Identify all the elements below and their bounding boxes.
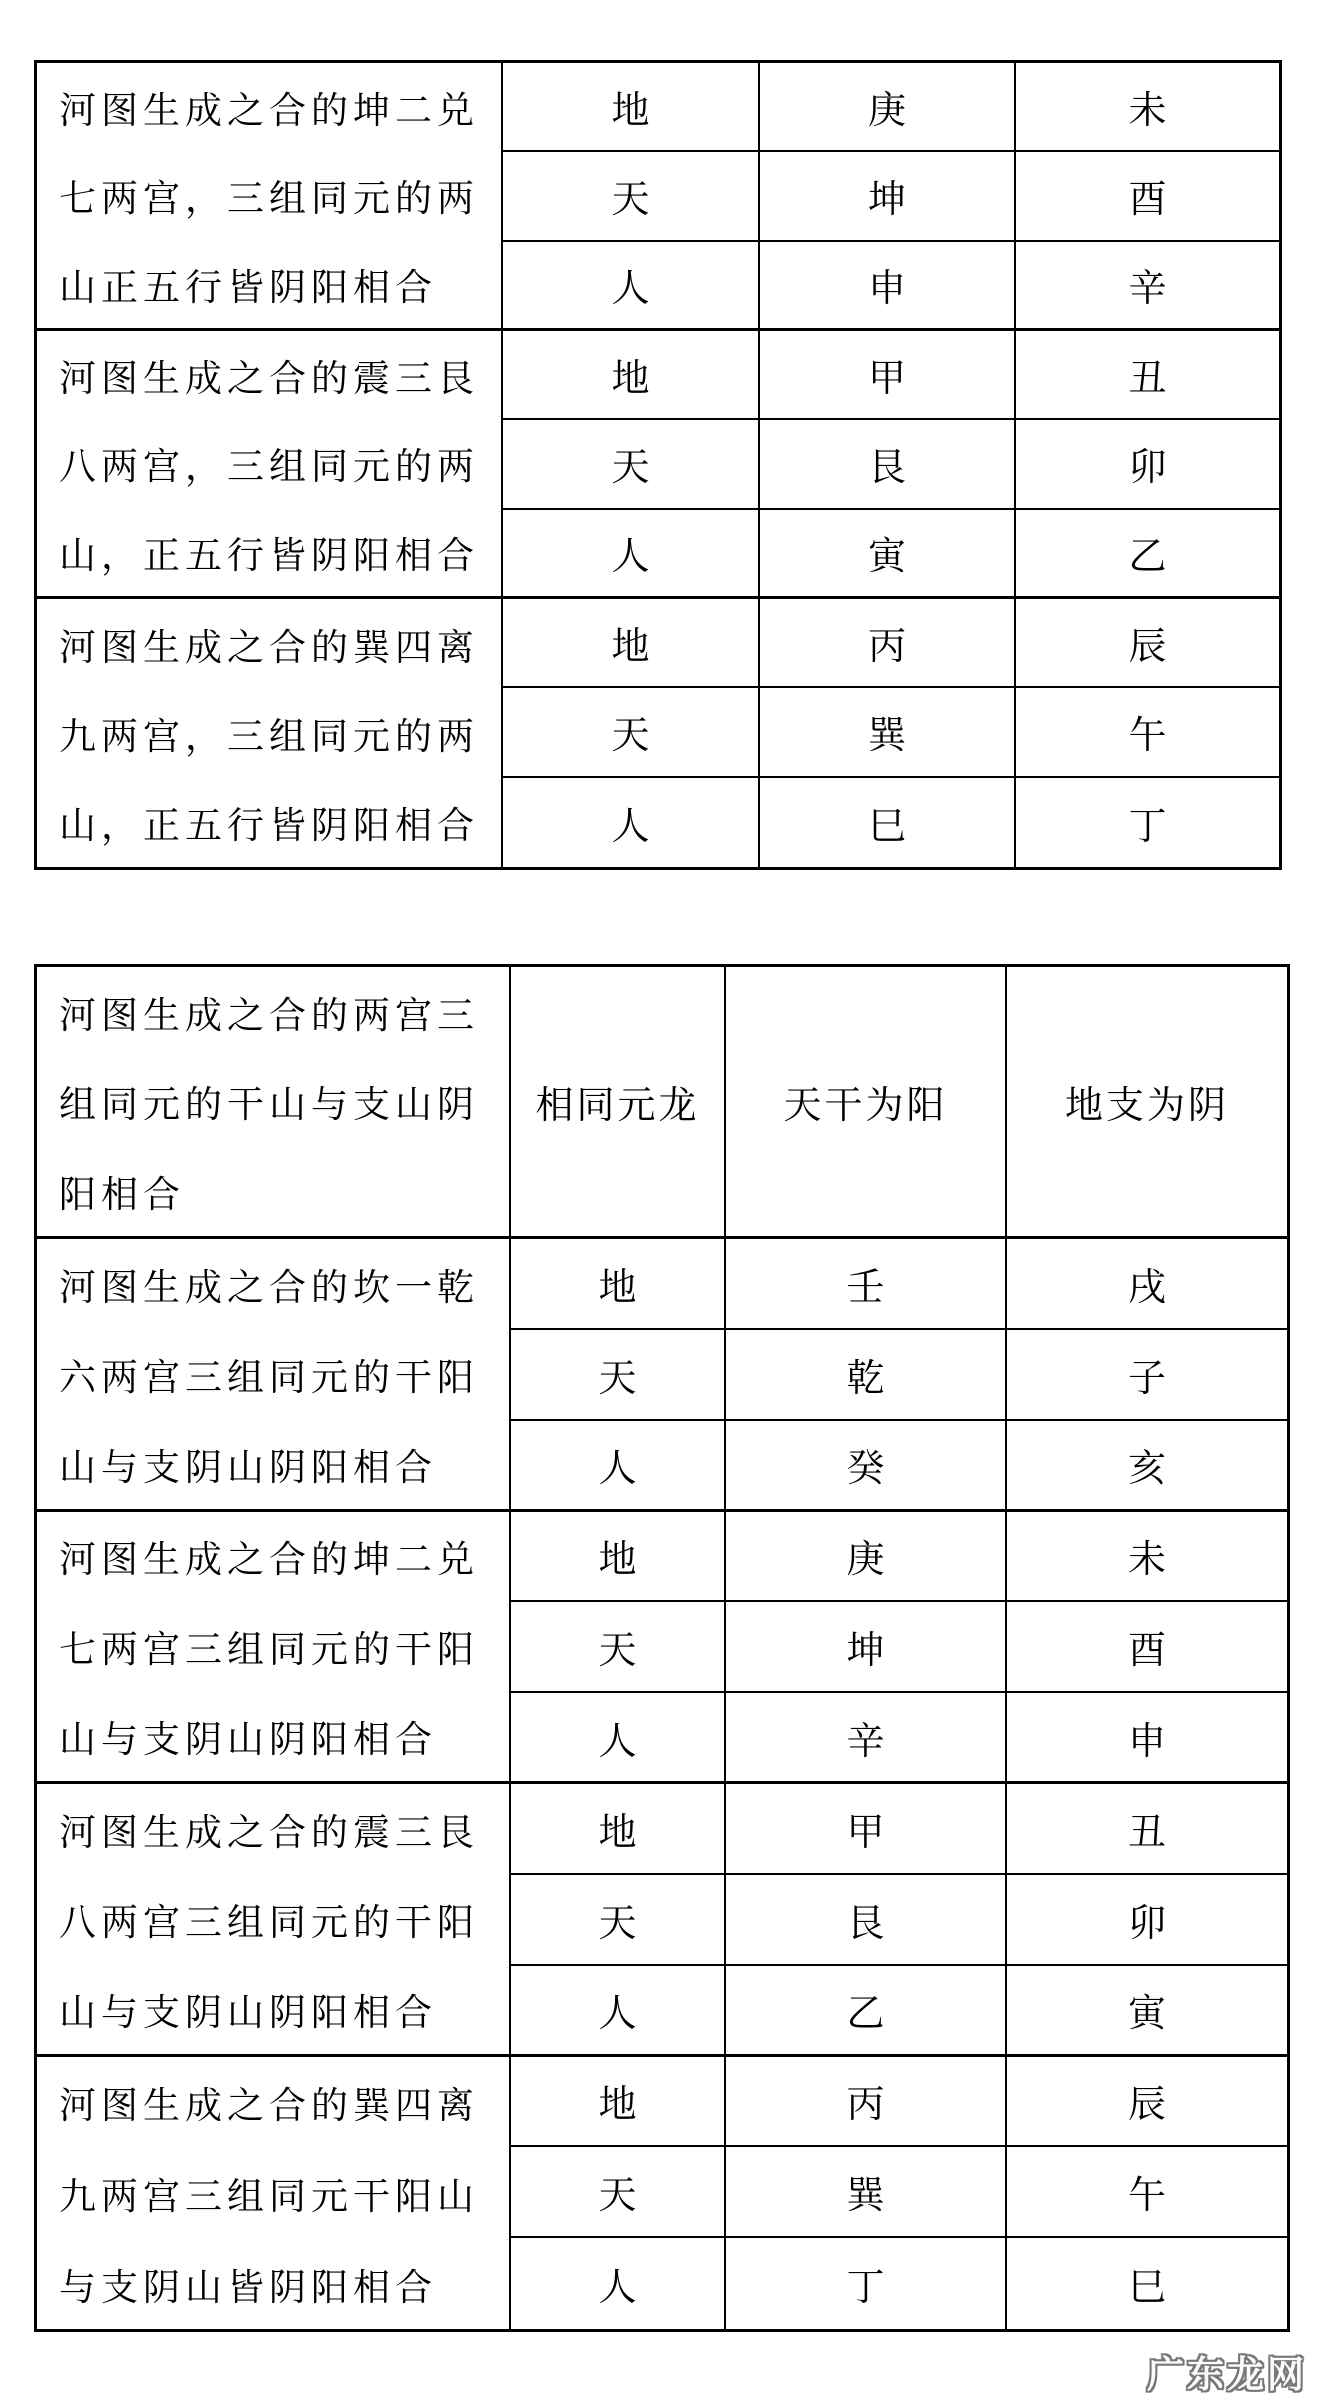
- table-cell: 人: [511, 1693, 726, 1784]
- table-cell: 地: [503, 63, 760, 152]
- table-cell: 乙: [726, 1966, 1007, 2057]
- table-cell: 卯: [1007, 1875, 1287, 1966]
- column-header: 地支为阴: [1007, 967, 1287, 1239]
- table-cell: 天: [511, 1602, 726, 1693]
- table-cell: 巳: [1007, 2238, 1287, 2329]
- table-cell: 人: [511, 2238, 726, 2329]
- table-cell: 天: [511, 1330, 726, 1421]
- table-cell: 坤: [760, 152, 1016, 241]
- table-cell: 天: [503, 420, 760, 509]
- table-cell: 丑: [1007, 1784, 1287, 1875]
- description-line: 八两宫三组同元的干阳: [59, 1902, 479, 1944]
- description-line: 山，正五行皆阴阳相合: [59, 806, 479, 848]
- description-line: 河图生成之合的坎一乾: [59, 1267, 479, 1309]
- table-cell: 戌: [1007, 1239, 1287, 1330]
- table-cell: 癸: [726, 1421, 1007, 1512]
- description-line: 山，正五行皆阴阳相合: [59, 535, 479, 577]
- group-description-cell: [37, 331, 503, 599]
- description-line: 七两宫，三组同元的两: [59, 179, 479, 221]
- table-cell: 壬: [726, 1239, 1007, 1330]
- table-cell: 午: [1016, 688, 1279, 777]
- table-cell: 未: [1016, 63, 1279, 152]
- table-cell: 亥: [1007, 1421, 1287, 1512]
- table-cell: 地: [511, 1512, 726, 1603]
- column-header: 天干为阳: [726, 967, 1007, 1239]
- table-cell: 天: [511, 1875, 726, 1966]
- table-cell: 酉: [1007, 1602, 1287, 1693]
- group-description-cell: [37, 63, 503, 331]
- table-cell: 地: [511, 1239, 726, 1330]
- group-description-cell: [37, 1239, 511, 1512]
- description-line: 山与支阴山阴阳相合: [59, 1720, 437, 1762]
- watermark: 广东龙网: [1147, 2354, 1307, 2395]
- table-cell: 丙: [726, 2057, 1007, 2148]
- table-cell: 人: [511, 1966, 726, 2057]
- description-line: 与支阴山皆阴阳相合: [59, 2267, 437, 2309]
- table-cell: 丑: [1016, 331, 1279, 420]
- table-cell: 子: [1007, 1330, 1287, 1421]
- description-line: 六两宫三组同元的干阳: [59, 1357, 479, 1399]
- description-line: 阳相合: [59, 1175, 185, 1217]
- table-cell: 辰: [1007, 2057, 1287, 2148]
- description-line: 九两宫，三组同元的两: [59, 716, 479, 758]
- description-line: 山与支阴山阴阳相合: [59, 1447, 437, 1489]
- table-cell: 辛: [1016, 242, 1279, 331]
- table-cell: 寅: [760, 510, 1016, 599]
- group-description-cell: [37, 1512, 511, 1785]
- table-cell: 人: [511, 1421, 726, 1512]
- table-cell: 庚: [726, 1512, 1007, 1603]
- table-cell: 寅: [1007, 1966, 1287, 2057]
- table-cell: 甲: [726, 1784, 1007, 1875]
- hetu-table-lower: [34, 964, 1290, 2332]
- group-description-cell: [37, 2057, 511, 2330]
- table-cell: 天: [503, 688, 760, 777]
- table-cell: 乾: [726, 1330, 1007, 1421]
- table-cell: 人: [503, 510, 760, 599]
- description-line: 九两宫三组同元干阳山: [59, 2176, 479, 2218]
- table-cell: 庚: [760, 63, 1016, 152]
- description-line: 河图生成之合的震三艮: [59, 359, 479, 401]
- table-cell: 辰: [1016, 599, 1279, 688]
- description-line: 河图生成之合的坤二兑: [59, 1540, 479, 1582]
- table-cell: 地: [511, 2057, 726, 2148]
- table-cell: 地: [511, 1784, 726, 1875]
- table-cell: 地: [503, 599, 760, 688]
- group-description-cell: [37, 599, 503, 867]
- table-cell: 申: [760, 242, 1016, 331]
- description-line: 河图生成之合的巽四离: [59, 2085, 479, 2127]
- table-cell: 艮: [760, 420, 1016, 509]
- description-line: 河图生成之合的巽四离: [59, 627, 479, 669]
- table-cell: 卯: [1016, 420, 1279, 509]
- table-cell: 丁: [1016, 778, 1279, 867]
- table-cell: 申: [1007, 1693, 1287, 1784]
- table-cell: 未: [1007, 1512, 1287, 1603]
- table-cell: 天: [503, 152, 760, 241]
- table-cell: 巽: [726, 2147, 1007, 2238]
- description-line: 八两宫，三组同元的两: [59, 447, 479, 489]
- column-header: 相同元龙: [511, 967, 726, 1239]
- description-line: 河图生成之合的坤二兑: [59, 91, 479, 133]
- table-cell: 艮: [726, 1875, 1007, 1966]
- group-description-cell: [37, 1784, 511, 2057]
- description-line: 山正五行皆阴阳相合: [59, 267, 437, 309]
- table-cell: 丙: [760, 599, 1016, 688]
- table-cell: 人: [503, 242, 760, 331]
- description-line: 河图生成之合的震三艮: [59, 1812, 479, 1854]
- description-line: 七两宫三组同元的干阳: [59, 1630, 479, 1672]
- table-cell: 午: [1007, 2147, 1287, 2238]
- table-cell: 酉: [1016, 152, 1279, 241]
- table-cell: 巽: [760, 688, 1016, 777]
- table-cell: 甲: [760, 331, 1016, 420]
- description-line: 组同元的干山与支山阴: [59, 1085, 479, 1127]
- description-line: 河图生成之合的两宫三: [59, 995, 479, 1037]
- table-cell: 巳: [760, 778, 1016, 867]
- table-cell: 坤: [726, 1602, 1007, 1693]
- header-description-cell: [37, 967, 511, 1239]
- table-cell: 地: [503, 331, 760, 420]
- description-line: 山与支阴山阴阳相合: [59, 1992, 437, 2034]
- table-cell: 辛: [726, 1693, 1007, 1784]
- hetu-table-upper: [34, 60, 1282, 870]
- table-cell: 天: [511, 2147, 726, 2238]
- table-cell: 人: [503, 778, 760, 867]
- table-cell: 乙: [1016, 510, 1279, 599]
- table-cell: 丁: [726, 2238, 1007, 2329]
